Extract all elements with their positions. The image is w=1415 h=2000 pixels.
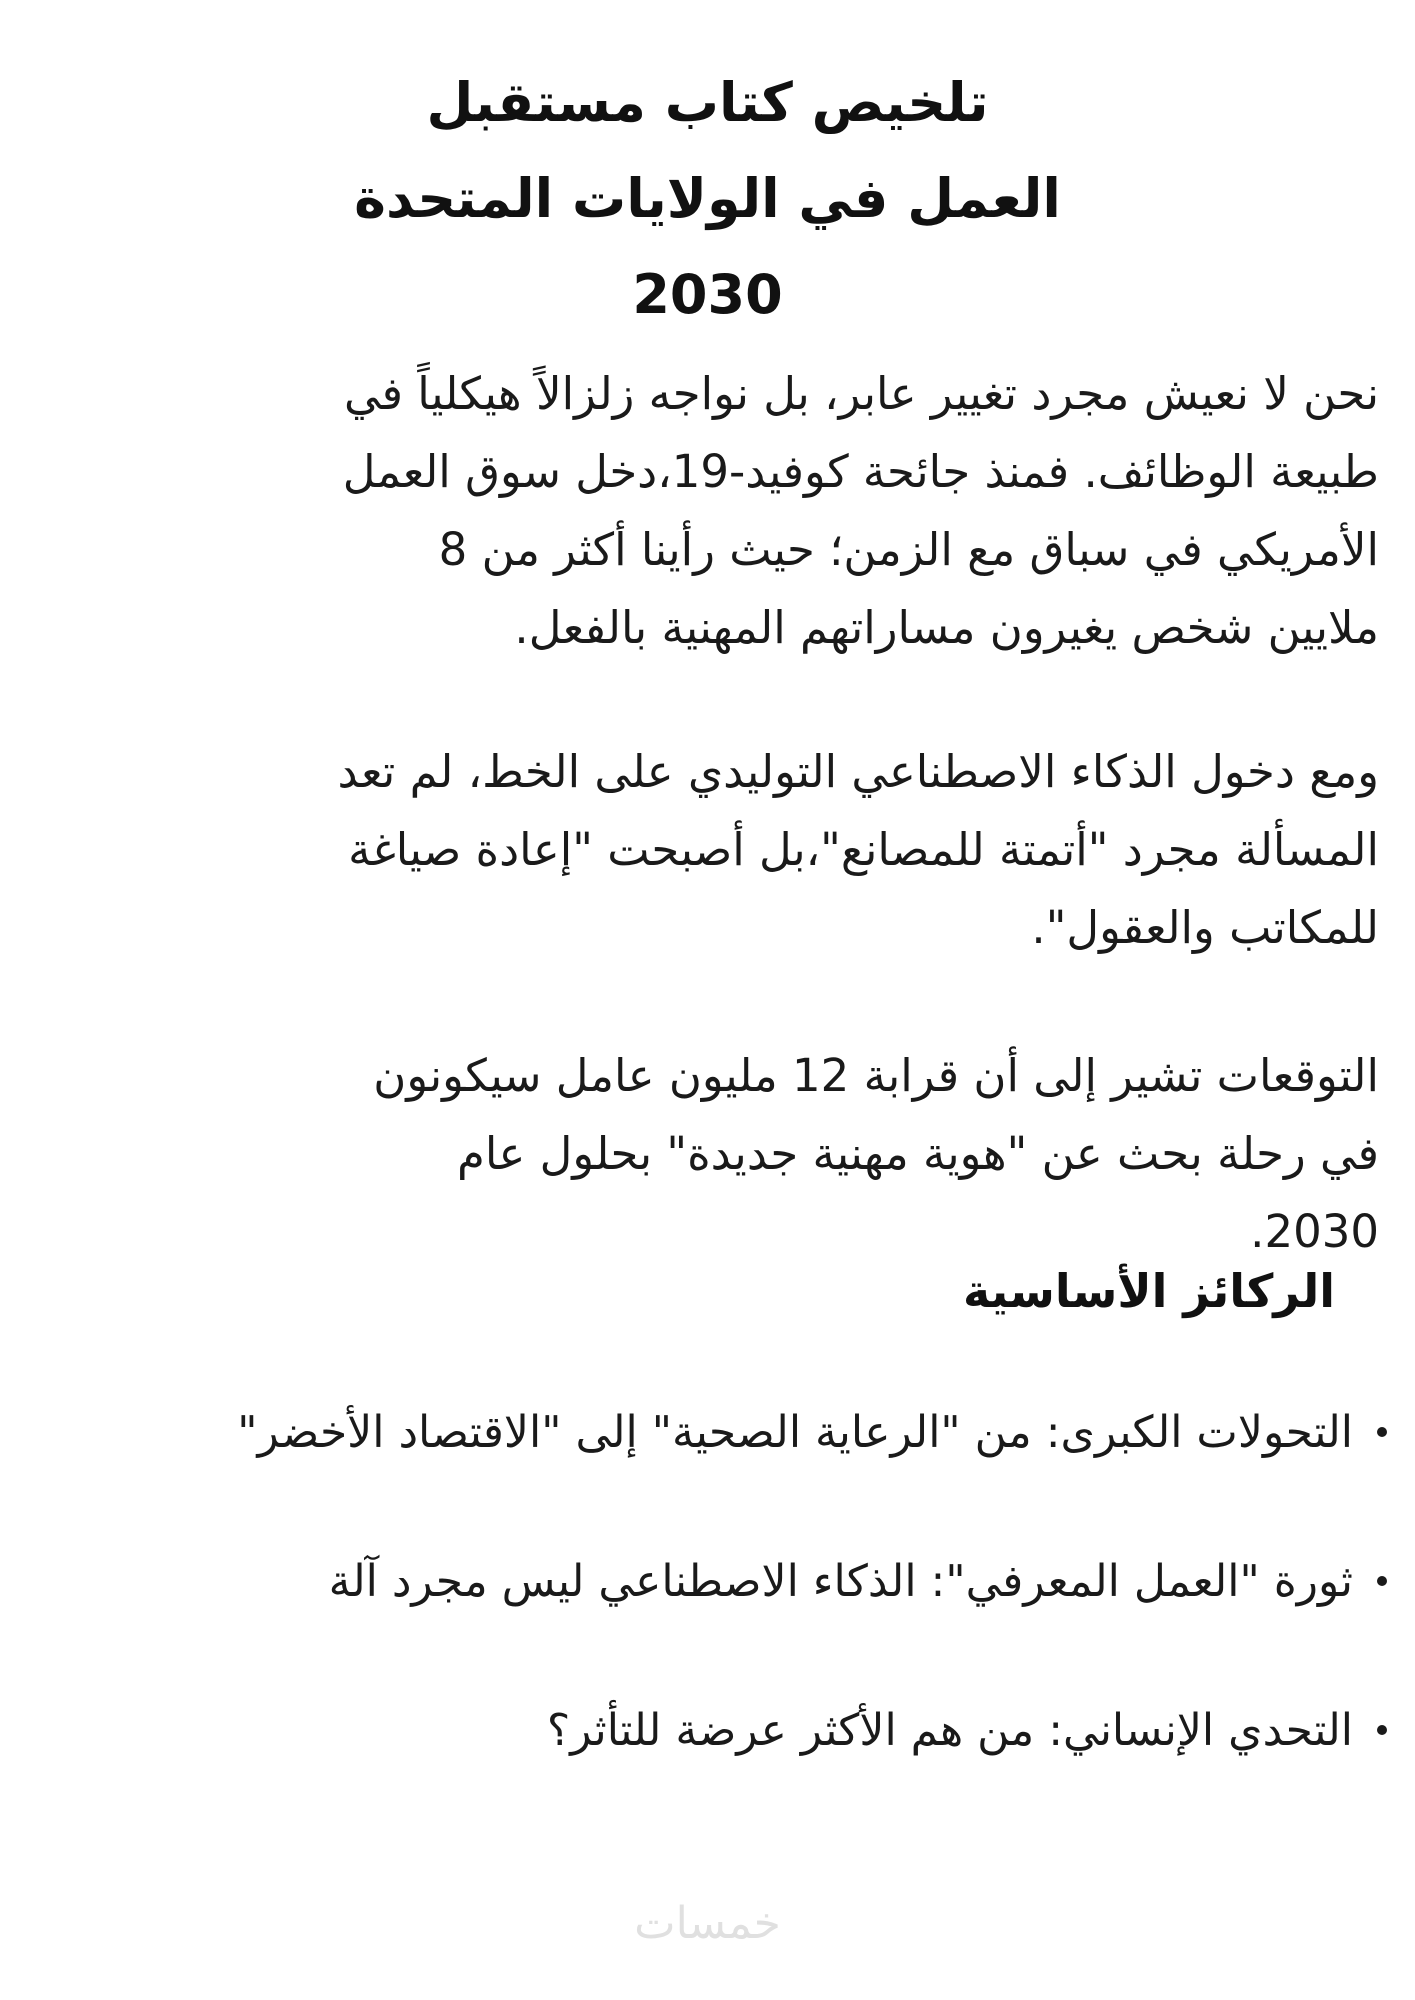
pillar-text: التحدي الإنساني: من هم الأكثر عرضة للتأثر؟ xyxy=(546,1704,1353,1756)
watermark-logo: خمسات xyxy=(634,1898,781,1949)
intro-paragraph: نحن لا نعيش مجرد تغيير عابر، بل نواجه زلزالاً هيكلياً في طبيعة الوظائف. فمنذ جائحة كوفيد-19،دخل سوق العمل الأمريكي في سباق مع الزمن؛ حيث رأينا أكثر من 8 ملايين شخص يغيرون مساراتهم المهنية بالفعل. xyxy=(342,367,1379,654)
pillar-text: ثورة "العمل المعرفي": الذكاء الاصطناعي ليس مجرد آلة xyxy=(328,1555,1353,1607)
pillars-list xyxy=(17,1391,1387,1838)
bullet-icon xyxy=(1377,1576,1387,1586)
title-line: 2030 xyxy=(632,263,783,326)
forecast-paragraph: التوقعات تشير إلى أن قرابة 12 مليون عامل سيكونون في رحلة بحث عن "هوية مهنية جديدة" بحلول عام 2030. xyxy=(373,1049,1379,1258)
list-item xyxy=(17,1391,1387,1473)
title-line: تلخيص كتاب مستقبل xyxy=(426,71,989,134)
bullet-icon xyxy=(1377,1725,1387,1735)
section-heading: الركائز الأساسية xyxy=(962,1264,1335,1318)
pillar-text: التحولات الكبرى: من "الرعاية الصحية" إلى "الاقتصاد الأخضر" xyxy=(237,1406,1353,1458)
bullet-icon xyxy=(1377,1427,1387,1437)
document-title xyxy=(0,55,1415,343)
list-item xyxy=(17,1540,1387,1622)
ai-paragraph: ومع دخول الذكاء الاصطناعي التوليدي على الخط، لم تعد المسألة مجرد "أتمتة للمصانع"،بل أصبحت "إعادة صياغة للمكاتب والعقول". xyxy=(337,745,1379,954)
title-line: العمل في الولايات المتحدة xyxy=(354,167,1061,230)
list-item xyxy=(17,1689,1387,1771)
